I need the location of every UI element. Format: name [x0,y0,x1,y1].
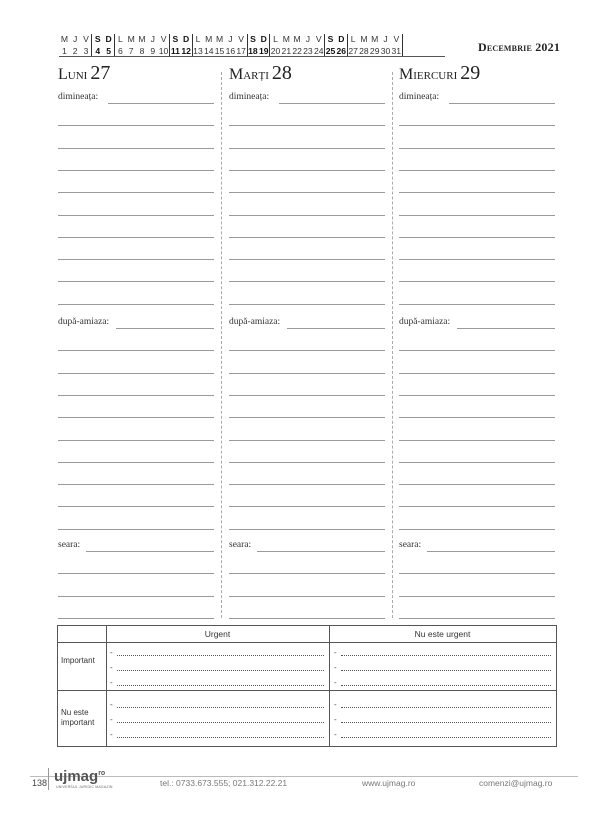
writing-line[interactable] [229,170,385,171]
task-line[interactable] [334,648,551,658]
calendar-day-letter: V [315,34,322,44]
writing-line[interactable] [58,506,214,507]
calendar-day [214,34,225,56]
calendar-day [181,34,193,56]
day-number: 28 [271,62,292,84]
writing-line[interactable] [399,506,555,507]
dotted-rule [341,722,551,723]
writing-line[interactable] [58,350,214,351]
writing-line[interactable] [229,506,385,507]
calendar-day [258,34,270,56]
writing-line[interactable] [229,573,385,574]
calendar-day [158,34,169,56]
calendar-day-number: 3 [83,46,89,56]
task-bullet: - [334,730,337,739]
row-label-line: Nu este [61,708,89,717]
calendar-day [59,34,70,56]
writing-line[interactable] [399,618,555,619]
writing-line[interactable] [86,551,214,552]
writing-line[interactable] [399,215,555,216]
day-name: Marți [229,66,269,83]
calendar-day-letter: M [371,34,379,44]
section-label-afternoon: după-amiaza: [58,317,110,327]
calendar-day-number: 31 [391,46,402,56]
calendar-day-number: 25 [325,46,336,56]
task-line[interactable] [334,730,551,740]
task-line[interactable] [110,715,324,725]
calendar-day-letter: J [73,34,78,44]
day-number: 27 [90,62,111,84]
day-name: Miercuri [399,66,458,83]
calendar-day-letter: M [127,34,135,44]
writing-line[interactable] [427,551,555,552]
calendar-day [126,34,137,56]
table-divider [106,626,107,746]
calendar-day-letter: L [117,34,123,44]
writing-line[interactable] [58,259,214,260]
calendar-day [391,34,403,56]
task-bullet: - [110,715,113,724]
calendar-day-letter: D [338,34,345,44]
calendar-day-letter: D [260,34,267,44]
writing-line[interactable] [58,440,214,441]
calendar-day-letter: J [383,34,388,44]
writing-line[interactable] [58,237,214,238]
calendar-day [203,34,214,56]
task-bullet: - [334,648,337,657]
day-column-monday [58,62,218,622]
calendar-day-letter: L [273,34,278,44]
writing-line[interactable] [399,350,555,351]
writing-line[interactable] [449,103,555,104]
task-bullet: - [334,700,337,709]
dotted-rule [341,737,551,738]
logo-text [54,768,105,785]
calendar-day-number: 10 [158,46,169,56]
calendar-day [324,34,336,56]
calendar-day [147,34,158,56]
calendar-day [336,34,348,56]
calendar-day-letter: L [350,34,356,44]
task-line[interactable] [110,678,324,688]
writing-line[interactable] [399,192,555,193]
calendar-day-letter: V [393,34,400,44]
task-bullet: - [110,678,113,687]
writing-line[interactable] [58,170,214,171]
calendar-day [281,34,292,56]
footer-website: www.ujmag.ro [362,778,416,788]
task-bullet: - [110,730,113,739]
section-label-evening: seara: [229,540,252,550]
footer-email: comenzi@ujmag.ro [479,778,553,788]
calendar-day-number: 19 [258,46,269,56]
writing-line[interactable] [58,596,214,597]
task-bullet: - [110,663,113,672]
calendar-day-letter: M [293,34,301,44]
calendar-day-number: 29 [369,46,380,56]
calendar-day [359,34,370,56]
task-bullet: - [334,663,337,672]
writing-line[interactable] [399,304,555,305]
calendar-day-letter: V [160,34,167,44]
section-label-afternoon: după-amiaza: [229,317,281,327]
day-name: Luni [58,66,88,83]
dotted-rule [341,685,551,686]
writing-line[interactable] [457,328,555,329]
task-line[interactable] [110,663,324,673]
footer-phone: tel.: 0733.673.555; 021.312.22.21 [160,778,288,788]
calendar-day-letter: V [83,34,89,44]
writing-line[interactable] [229,125,385,126]
calendar-day [247,34,259,56]
calendar-day-letter: M [360,34,368,44]
calendar-day-number: 22 [292,46,302,56]
priority-matrix [57,625,557,747]
column-header-not-urgent: Nu este urgent [414,629,471,639]
calendar-day-letter: J [150,34,155,44]
calendar-day-letter: M [60,34,68,44]
writing-line[interactable] [399,170,555,171]
calendar-day-number: 18 [248,46,258,56]
calendar-day [115,34,126,56]
task-line[interactable] [334,700,551,710]
calendar-day-letter: M [138,34,146,44]
month-label: Decembrie 2021 [478,40,561,54]
calendar-day-number: 24 [313,46,324,56]
task-line[interactable] [334,678,551,688]
dotted-rule [341,655,551,656]
dotted-rule [117,655,324,656]
calendar-day [81,34,92,56]
writing-line[interactable] [399,417,555,418]
row-label-not-important [61,708,94,728]
calendar-day [380,34,391,56]
dotted-rule [341,670,551,671]
calendar-day-number: 20 [270,46,281,56]
writing-line[interactable] [229,484,385,485]
calendar-day-number: 5 [106,46,111,56]
calendar-day-letter: J [228,34,233,44]
page-number-separator [48,768,49,790]
calendar-day-number: 12 [181,46,191,56]
calendar-day [303,34,314,56]
calendar-day-number: 27 [348,46,358,56]
dotted-rule [117,685,324,686]
calendar-day [270,34,281,56]
writing-line[interactable] [229,462,385,463]
dotted-rule [117,707,324,708]
writing-line[interactable] [116,328,214,329]
task-line[interactable] [334,715,551,725]
calendar-day [169,34,181,56]
calendar-day-number: 4 [95,46,101,56]
calendar-day-letter: M [215,34,224,44]
calendar-day-number: 30 [380,46,391,56]
calendar-day-number: 9 [150,46,156,56]
day-title [58,62,110,85]
writing-line[interactable] [229,259,385,260]
calendar-day-number: 17 [236,46,246,56]
writing-line[interactable] [229,192,385,193]
logo-name: ujmag [54,768,99,785]
dotted-rule [117,722,324,723]
calendar-day [193,34,204,56]
calendar-day-number: 13 [193,46,203,56]
writing-line[interactable] [399,237,555,238]
calendar-day-number: 16 [225,46,236,56]
writing-line[interactable] [108,103,214,104]
writing-line[interactable] [58,304,214,305]
writing-line[interactable] [229,618,385,619]
calendar-day-number: 23 [303,46,313,56]
writing-line[interactable] [229,440,385,441]
calendar-day-letter: D [105,34,112,44]
writing-line[interactable] [58,417,214,418]
day-column-tuesday [229,62,389,622]
table-divider [58,690,556,691]
task-bullet: - [334,715,337,724]
section-label-evening: seara: [58,540,81,550]
table-divider [329,626,330,746]
section-label-morning: dimineața: [229,92,270,102]
calendar-day [348,34,359,56]
dotted-rule [117,737,324,738]
writing-line[interactable] [229,215,385,216]
writing-line[interactable] [399,529,555,530]
writing-line[interactable] [229,417,385,418]
calendar-day-letter: S [250,34,256,44]
calendar-day-number: 7 [128,46,134,56]
writing-line[interactable] [58,573,214,574]
dotted-rule [117,670,324,671]
calendar-day-letter: S [327,34,334,44]
page-number: 138 [32,778,48,788]
task-line[interactable] [110,730,324,740]
task-line[interactable] [110,700,324,710]
calendar-day-letter: M [282,34,290,44]
calendar-day [313,34,324,56]
calendar-day-number: 6 [117,46,123,56]
writing-line[interactable] [229,529,385,530]
task-bullet: - [334,678,337,687]
calendar-day [369,34,380,56]
calendar-day-number: 14 [203,46,214,56]
column-header-urgent: Urgent [204,629,231,639]
calendar-day-number: 28 [359,46,369,56]
row-label-important: Important [61,656,95,665]
writing-line[interactable] [58,148,214,149]
row-label-line: important [61,718,95,727]
calendar-day-number: 8 [139,46,145,56]
writing-line[interactable] [229,281,385,282]
writing-line[interactable] [229,395,385,396]
writing-line[interactable] [399,259,555,260]
mini-calendar-underline [59,56,445,57]
calendar-day-number: 21 [281,46,292,56]
writing-line[interactable] [229,596,385,597]
writing-line[interactable] [399,484,555,485]
writing-line[interactable] [58,192,214,193]
dotted-rule [341,707,551,708]
writing-line[interactable] [58,484,214,485]
calendar-day-letter: S [94,34,101,44]
writing-line[interactable] [399,125,555,126]
writing-line[interactable] [58,125,214,126]
calendar-day-letter: M [205,34,213,44]
writing-line[interactable] [58,373,214,374]
writing-line[interactable] [58,618,214,619]
column-divider [392,72,393,618]
calendar-day-letter: L [195,34,201,44]
calendar-day-letter: V [238,34,245,44]
writing-line[interactable] [399,395,555,396]
section-label-evening: seara: [399,540,422,550]
calendar-day [137,34,148,56]
calendar-day [292,34,303,56]
writing-line[interactable] [399,440,555,441]
writing-line[interactable] [399,281,555,282]
writing-line[interactable] [399,462,555,463]
publisher-logo [54,768,134,798]
writing-line[interactable] [399,573,555,574]
calendar-day-number: 11 [170,46,180,56]
section-label-afternoon: după-amiaza: [399,317,451,327]
calendar-day-number: 15 [214,46,225,56]
writing-line[interactable] [229,350,385,351]
task-bullet: - [110,648,113,657]
writing-line[interactable] [58,281,214,282]
calendar-day-number: 2 [72,46,78,56]
writing-line[interactable] [58,462,214,463]
section-label-morning: dimineața: [399,92,440,102]
day-title [399,62,480,85]
writing-line[interactable] [287,328,385,329]
calendar-day [70,34,81,56]
column-divider [221,72,222,618]
calendar-day-letter: S [172,34,179,44]
writing-line[interactable] [58,529,214,530]
logo-suffix: ro [98,770,106,777]
calendar-day-number: 1 [62,46,67,56]
task-line[interactable] [334,663,551,673]
day-number: 29 [460,62,481,84]
task-line[interactable] [110,648,324,658]
writing-line[interactable] [399,148,555,149]
calendar-day [236,34,247,56]
task-bullet: - [110,700,113,709]
calendar-day-number: 26 [336,46,347,56]
calendar-day-letter: J [305,34,311,44]
writing-line[interactable] [399,596,555,597]
writing-line[interactable] [58,395,214,396]
writing-line[interactable] [229,148,385,149]
logo-tagline: UNIVERSUL JURIDIC MAGAZIN [56,785,113,789]
writing-line[interactable] [279,103,385,104]
writing-line[interactable] [229,304,385,305]
writing-line[interactable] [229,373,385,374]
day-title [229,62,292,85]
writing-line[interactable] [229,237,385,238]
day-column-wednesday [399,62,559,622]
writing-line[interactable] [257,551,385,552]
writing-line[interactable] [58,215,214,216]
calendar-day [103,34,115,56]
calendar-day-letter: D [183,34,190,44]
calendar-day [91,34,103,56]
section-label-morning: dimineața: [58,92,99,102]
writing-line[interactable] [399,373,555,374]
calendar-day [225,34,236,56]
